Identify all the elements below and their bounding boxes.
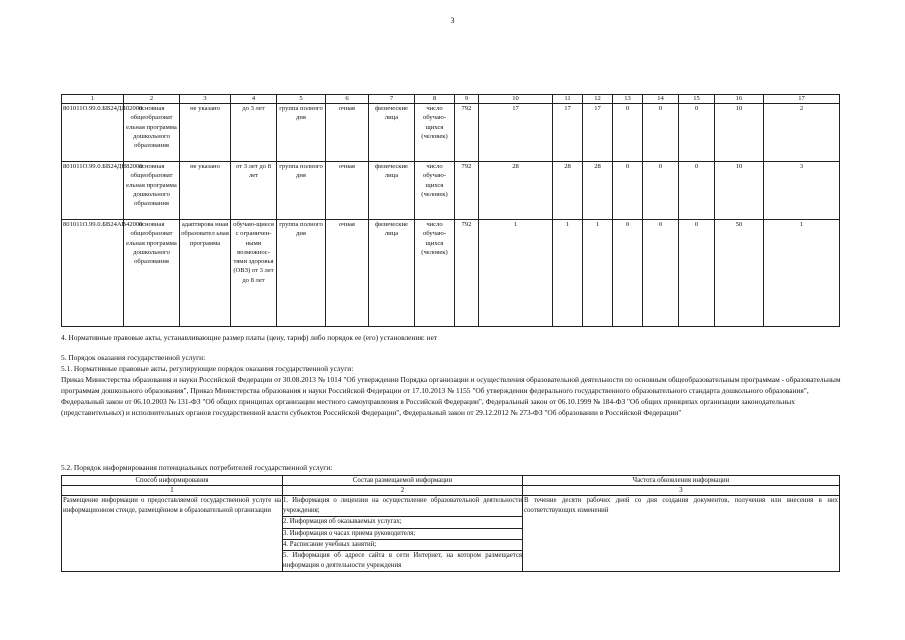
table-row <box>62 104 840 162</box>
value-10: 17 <box>479 104 553 162</box>
value-17: 2 <box>764 104 840 162</box>
value-11: 17 <box>553 104 583 162</box>
column-number-1: 1 <box>62 95 124 104</box>
value-12: 17 <box>583 104 613 162</box>
table-row <box>62 220 840 327</box>
okei-code: 792 <box>455 162 479 220</box>
column-number-7: 7 <box>369 95 415 104</box>
column-number-11: 11 <box>553 95 583 104</box>
group-mode: группа полного дня <box>277 162 326 220</box>
indicator-name: число обучаю-щихся (человек) <box>415 162 455 220</box>
value-17: 1 <box>764 220 840 327</box>
informing-number-row <box>62 486 840 496</box>
registry-code: 801011О.99.0.БВ24ДЛ02000 <box>62 104 124 162</box>
quality-volume-table <box>61 94 840 327</box>
value-14: 0 <box>643 162 679 220</box>
column-number-17: 17 <box>764 95 840 104</box>
value-10: 28 <box>479 162 553 220</box>
col-number-3: 3 <box>523 486 840 496</box>
value-15: 0 <box>679 104 715 162</box>
value-13: 0 <box>613 104 643 162</box>
column-number-5: 5 <box>277 95 326 104</box>
value-14: 0 <box>643 104 679 162</box>
value-16: 10 <box>715 104 764 162</box>
section-5-2-heading: 5.2. Порядок информирования потенциальных потребителей государственной услуги: <box>61 463 333 472</box>
table-row <box>62 162 840 220</box>
program-type: не указано <box>180 162 231 220</box>
column-number-4: 4 <box>231 95 277 104</box>
value-13: 0 <box>613 220 643 327</box>
normative-acts-text: Приказ Министерства образования и науки Российской Федерации от 30.08.2013 № 1014 "Об утверждении Порядка организации и осуществления образовательной деятельности по основным общеобразовательным программам - образовательным программам дошкольного образования", Приказ Министерства образования и науки Российской Федерации от 17.10.2013 № 1155 "Об утверждении федерального государственного образовательного стандарта дошкольного образования", Федеральный закон от 06.10.2003 № 131-ФЗ "Об общих принципах организации местного самоуправления в Российской Федерации", Федеральный закон от 06.10.1999 № 184-ФЗ "Об общих принципах организации законодательных (представительных) и исполнительных органов государственной власти субъектов Российской Федерации", Федеральный закон от 29.12.2012 № 273-ФЗ "Об образовании в Российской Федерации" <box>61 375 841 417</box>
column-number-2: 2 <box>124 95 180 104</box>
value-12: 1 <box>583 220 613 327</box>
program-name: основная общеобразоват ельная программа дошкольного образования <box>124 162 180 220</box>
group-mode: группа полного дня <box>277 104 326 162</box>
value-16: 50 <box>715 220 764 327</box>
value-15: 0 <box>679 220 715 327</box>
col-number-1: 1 <box>62 486 283 496</box>
value-16: 10 <box>715 162 764 220</box>
program-name: основная общеобразоват ельная программа дошкольного образования <box>124 104 180 162</box>
section-4-text: 4. Нормативные правовые акты, устанавливающие размер платы (цену, тариф) либо порядок ее (его) установления: нет <box>61 333 438 342</box>
value-15: 0 <box>679 162 715 220</box>
consumer-category: физические лица <box>369 162 415 220</box>
column-number-8: 8 <box>415 95 455 104</box>
header-content: Состав размещаемой информации <box>283 476 523 486</box>
indicator-name: число обучаю-щихся (человек) <box>415 104 455 162</box>
column-number-6: 6 <box>326 95 369 104</box>
column-number-9: 9 <box>455 95 479 104</box>
informing-header-row <box>62 476 840 486</box>
info-item: 1. Информация о лицензии на осуществление образовательной деятельности учреждения; <box>282 496 523 517</box>
column-number-3: 3 <box>180 95 231 104</box>
okei-code: 792 <box>455 104 479 162</box>
page-number: 3 <box>450 16 455 25</box>
consumer-category: физические лица <box>369 104 415 162</box>
program-type: не указано <box>180 104 231 162</box>
program-name: основная общеобразоват ельная программа дошкольного образования <box>124 220 180 327</box>
info-item: 4. Расписание учебных занятий; <box>282 540 523 551</box>
column-number-12: 12 <box>583 95 613 104</box>
column-number-10: 10 <box>479 95 553 104</box>
column-number-15: 15 <box>679 95 715 104</box>
header-frequency: Частота обновления информации <box>523 476 840 486</box>
header-method: Способ информирования <box>62 476 283 486</box>
info-item: 5. Информация об адресе сайта в сети Интернет, на котором размещается информация о деятельности учреждения <box>283 552 522 570</box>
informing-table <box>61 475 840 572</box>
section-5-heading: 5. Порядок оказания государственной услуги: <box>61 353 206 362</box>
value-17: 3 <box>764 162 840 220</box>
registry-code: 801011О.99.0.БВ24ДН82000 <box>62 162 124 220</box>
section-5-1-heading: 5.1. Нормативные правовые акты, регулирующие порядок оказания государственной услуги: <box>61 364 354 373</box>
column-number-16: 16 <box>715 95 764 104</box>
group-mode: группа полного дня <box>277 220 326 327</box>
education-form: очная <box>326 104 369 162</box>
informing-row <box>62 496 840 572</box>
info-item: 2. Информация об оказываемых услугах; <box>282 517 523 528</box>
value-11: 28 <box>553 162 583 220</box>
value-11: 1 <box>553 220 583 327</box>
method-cell: Размещение информации о предоставляемой государственной услуге на информационном стенде, размещённом в образовательной организации <box>62 496 283 572</box>
age-category: до 3 лет <box>231 104 277 162</box>
age-category: от 3 лет до 8 лет <box>231 162 277 220</box>
table-header-row <box>62 95 840 104</box>
info-item: 3. Информация о часах приема руководителя; <box>282 529 523 540</box>
registry-code: 801011О.99.0.БВ24АВ42000 <box>62 220 124 327</box>
consumer-category: физические лица <box>369 220 415 327</box>
column-number-13: 13 <box>613 95 643 104</box>
col-number-2: 2 <box>283 486 523 496</box>
education-form: очная <box>326 220 369 327</box>
value-14: 0 <box>643 220 679 327</box>
indicator-name: число обучаю-щихся (человек) <box>415 220 455 327</box>
value-12: 28 <box>583 162 613 220</box>
value-10: 1 <box>479 220 553 327</box>
content-cell <box>283 496 523 572</box>
column-number-14: 14 <box>643 95 679 104</box>
age-category: обучаю-щиеся с ограничен-ными возможнос-тями здоровья (ОВЗ) от 3 лет до 8 лет <box>231 220 277 327</box>
frequency-cell: В течение десяти рабочих дней со дня создания документов, получения или внесения в них соответствующих изменений <box>523 496 840 572</box>
education-form: очная <box>326 162 369 220</box>
okei-code: 792 <box>455 220 479 327</box>
value-13: 0 <box>613 162 643 220</box>
program-type: адаптирова нная образовател ьная программа <box>180 220 231 327</box>
